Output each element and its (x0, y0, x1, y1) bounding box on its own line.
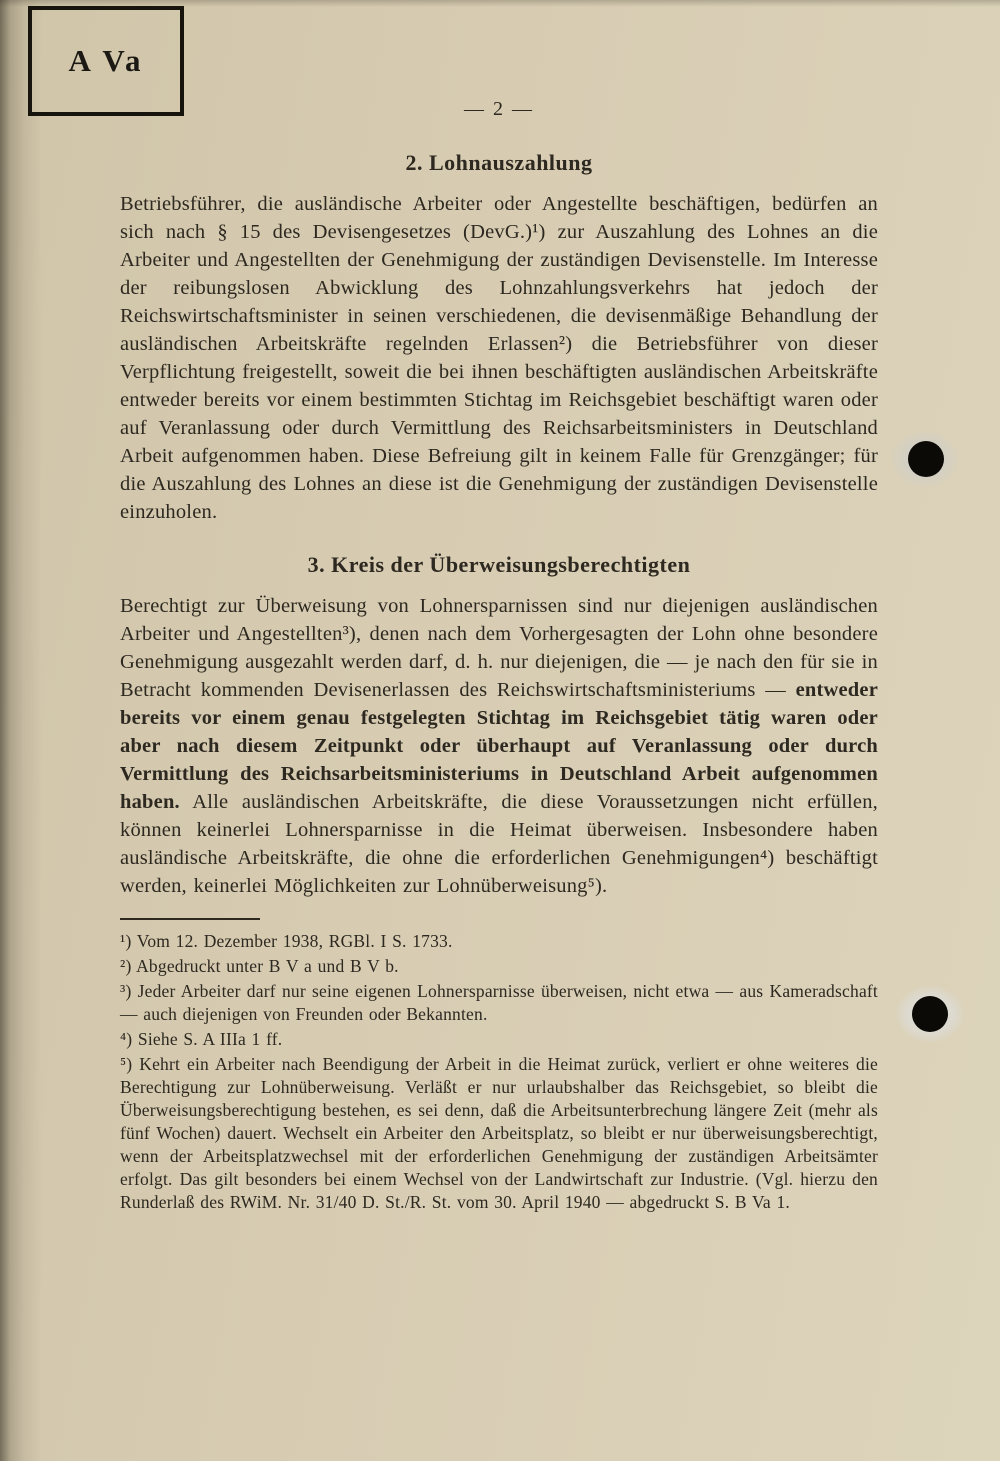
page-number: — 2 — (464, 98, 534, 120)
footnote-separator (120, 918, 260, 920)
hole-punch-bottom-halo (895, 985, 965, 1043)
footnotes-block (120, 930, 878, 1214)
footnote-5: ⁵) Kehrt ein Arbeiter nach Beendigung der Arbeit in die Heimat zurück, verliert er ohne weiteres die Berechtigung zur Lohnüberweisung. Verläßt er nur urlaubshalber das Reichsgebiet, so bleibt die Überweisungsberechtigung bestehen, es sei denn, daß die Arbeitsunterbrechung längere Zeit (mehr als fünf Wochen) dauert. Wechselt ein Arbeiter den Arbeitsplatz, so bleibt er nur überweisungsberechtigt, wenn der Arbeitsplatzwechsel mit der erforderlichen Genehmigung der zuständigen Arbeitsämter erfolgt. Das gilt besonders bei einem Wechsel von der Landwirtschaft zur Industrie. (Vgl. hierzu den Runderlaß des RWiM. Nr. 31/40 D. St./R. St. vom 30. April 1940 — abgedruckt S. B Va 1. (120, 1054, 878, 1212)
footnote-1: ¹) Vom 12. Dezember 1938, RGBl. I S. 1733. (120, 931, 453, 951)
footnote-4: ⁴) Siehe S. A IIIa 1 ff. (120, 1029, 283, 1049)
section3-heading: 3. Kreis der Überweisungsberechtigten (307, 552, 691, 577)
scan-edge-shadow-left (0, 0, 42, 1461)
section2-body: Betriebsführer, die ausländische Arbeiter oder Angestellte beschäftigen, bedürfen an sich nach § 15 des Devisengesetzes (DevG.)¹) zur Auszahlung des Lohnes an die Arbeiter und Angestellten der Genehmigung der zuständigen Devisenstelle. Im Interesse der reibungslosen Abwicklung des Lohnzahlungsverkehrs hat jedoch der Reichswirtschaftsminister in seinen verschiedenen, die devisenmäßige Behandlung der ausländischen Arbeitskräfte regelnden Erlassen²) die Betriebsführer von dieser Verpflichtung freigestellt, soweit die bei ihnen beschäftigten ausländischen Arbeitskräfte entweder bereits vor einem bestimmten Stichtag im Reichsgebiet beschäftigt waren oder auf Veranlassung oder durch Vermittlung des Reichsarbeitsministers in Deutschland Arbeit aufgenommen haben. Diese Befreiung gilt in keinem Falle für Grenzgänger; für die Auszahlung des Lohnes an diese ist die Genehmigung der zuständigen Devisenstelle einzuholen. (120, 193, 878, 523)
hole-punch-top-halo (890, 430, 960, 488)
section3-body-pre: Berechtigt zur Überweisung von Lohnersparnissen sind nur diejenigen ausländischen Arbeiter und Angestellten³), denen nach dem Vorhergesagten der Lohn ohne besondere Genehmigung ausgezahlt werden darf, d. h. nur diejenigen, die — je nach den für sie in Betracht kommenden Devisenerlassen des Reichswirtschaftsministeriums — (120, 595, 878, 701)
section3-body (120, 592, 878, 900)
footnote-2: ²) Abgedruckt unter B V a und B V b. (120, 956, 399, 976)
classification-stamp-label: A Va (68, 43, 144, 78)
hole-punch-bottom (895, 985, 965, 1043)
hole-punch-top-hole (908, 441, 944, 477)
hole-punch-bottom-hole (912, 996, 948, 1032)
hole-punch-top (890, 430, 960, 488)
section2-heading: 2. Lohnauszahlung (405, 150, 593, 175)
section3-body-bold: entweder bereits vor einem genau festgelegten Stichtag im Reichsgebiet tätig waren oder aber nach diesem Zeitpunkt oder überhaupt auf Veranlassung oder durch Vermittlung des Reichsarbeitsministeriums in Deutschland Arbeit aufgenommen haben. (120, 679, 878, 813)
section3-body-post: Alle ausländischen Arbeitskräfte, die diese Voraussetzungen nicht erfüllen, können keinerlei Lohnersparnisse in die Heimat überweisen. Insbesondere haben ausländische Arbeitskräfte, die ohne die erforderlichen Genehmigungen⁴) beschäftigt werden, keinerlei Möglichkeiten zur Lohnüberweisung⁵). (120, 791, 878, 897)
footnote-3: ³) Jeder Arbeiter darf nur seine eigenen Lohnersparnisse überweisen, nicht etwa — aus Kameradschaft — auch diejenigen von Freunden oder Bekannten. (120, 981, 878, 1024)
page-content (120, 150, 878, 1216)
